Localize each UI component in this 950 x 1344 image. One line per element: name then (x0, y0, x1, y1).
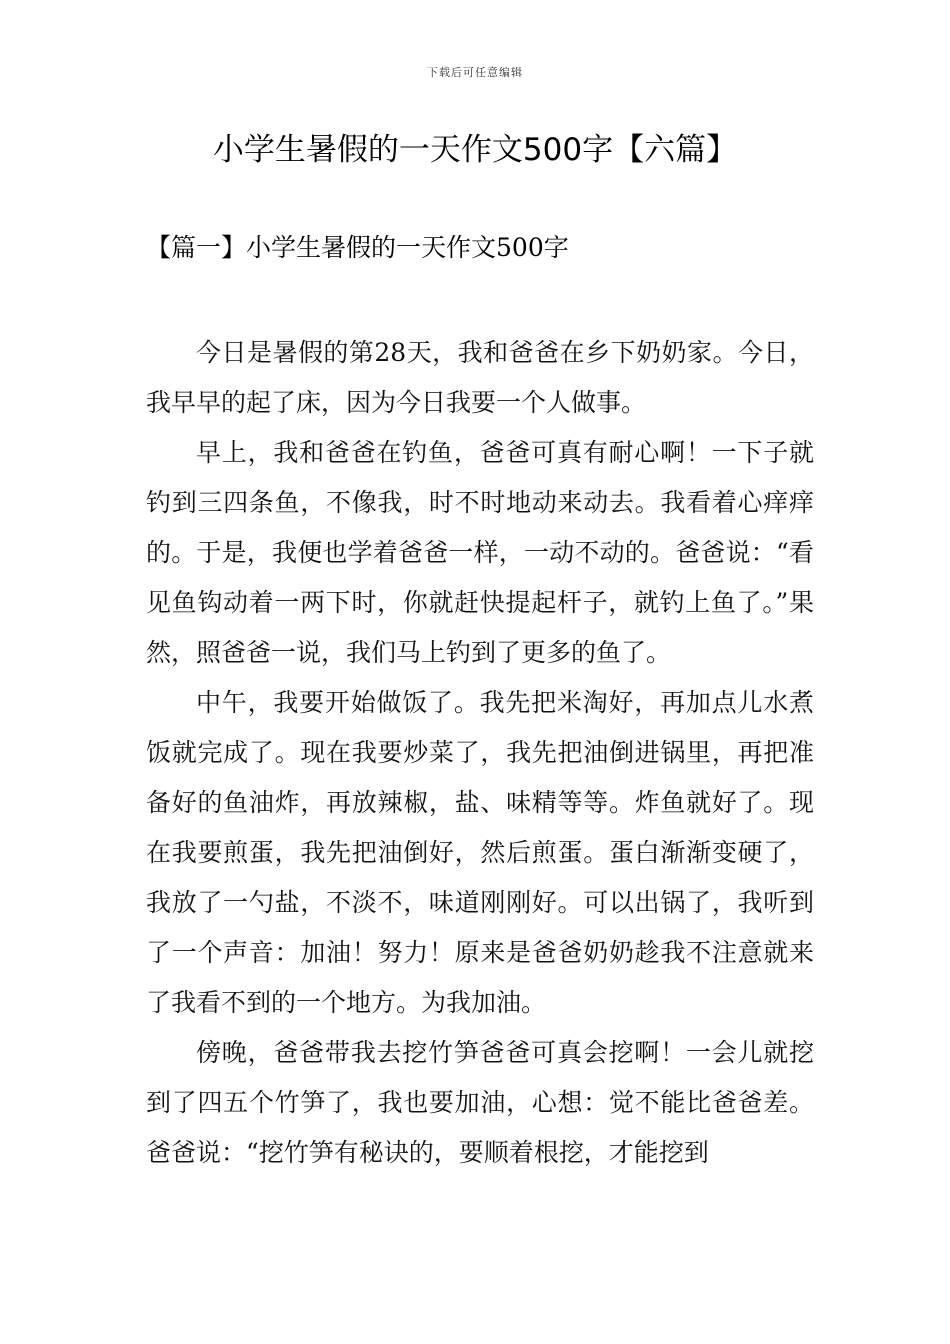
document-title: 小学生暑假的一天作文500字【六篇】 (212, 132, 738, 168)
section-heading: 【篇一】小学生暑假的一天作文500字 (146, 233, 569, 262)
paragraph-2: 早上，我和爸爸在钓鱼，爸爸可真有耐心啊！一下子就钓到三四条鱼，不像我，时不时地动来动去。我看着心痒痒的。于是，我便也学着爸爸一样，一动不动的。爸爸说：“看见鱼钩动着一两下时，你就赶快提起杆子，就钓上鱼了。”果然，照爸爸一说，我们马上钓到了更多的鱼了。 (146, 438, 814, 667)
essay-body (146, 328, 814, 1178)
paragraph-4: 傍晚，爸爸带我去挖竹笋爸爸可真会挖啊！一会儿就挖到了四五个竹笋了，我也要加油，心想：觉不能比爸爸差。爸爸说：“挖竹笋有秘诀的，要顺着根挖，才能挖到 (146, 1038, 814, 1167)
paragraph-1: 今日是暑假的第28天，我和爸爸在乡下奶奶家。今日，我早早的起了床，因为今日我要一个人做事。 (146, 338, 814, 417)
paragraph-3: 中午，我要开始做饭了。我先把米淘好，再加点儿水煮饭就完成了。现在我要炒菜了，我先把油倒进锅里，再把准备好的鱼油炸，再放辣椒，盐、味精等等。炸鱼就好了。现在我要煎蛋，我先把油倒好，然后煎蛋。蛋白渐渐变硬了，我放了一勺盐，不淡不，味道刚刚好。可以出锅了，我听到了一个声音：加油！努力！原来是爸爸奶奶趁我不注意就来了我看不到的一个地方。为我加油。 (146, 688, 814, 1017)
header-note: 下载后可任意编辑 (427, 66, 523, 79)
